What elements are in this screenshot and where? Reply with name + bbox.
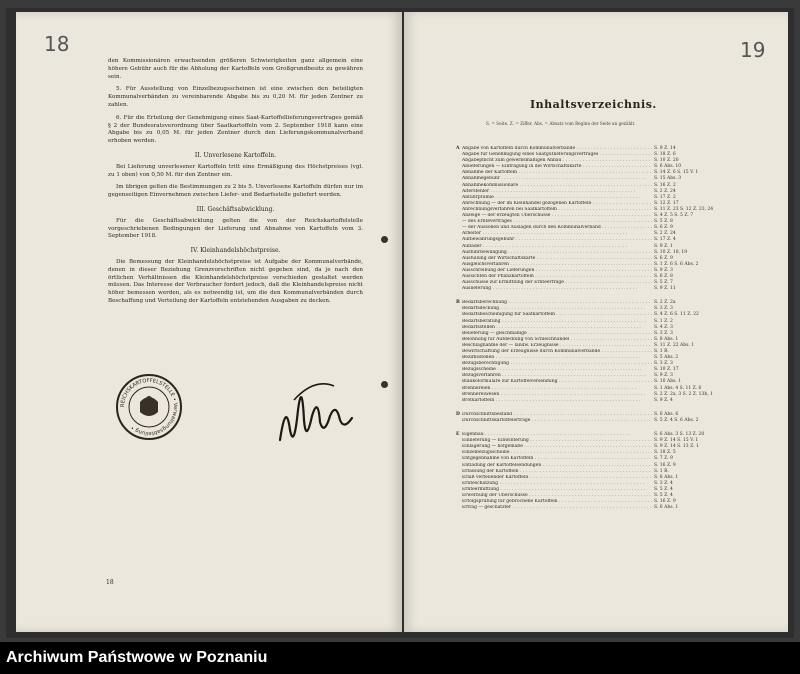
toc-entry-ref: S. 7 Z. 9 [654,456,673,462]
toc-entry-ref: S. 1 B. [654,468,669,474]
right-page [404,12,788,632]
toc-entry-text: Ernteermittlung . . . [462,487,652,492]
toc-entry-ref: S. 4 Z. 3 [654,324,673,330]
toc-entry-ref: S. 6 Abs. 3 S. 13 Z. 20 [654,432,705,438]
toc-entry-ref: S. 9 Z. 14 [654,146,676,151]
toc-entry-text: Ausgleichsverfahren . . . [462,262,652,267]
toc-entry-text: Anzeige — der erzeugten Überschüsse . . . [462,213,652,218]
toc-entry-text: Erlaß verteilender Kartoffeln . . . [462,475,652,480]
toc-entry-text: Abnahme der Kartoffeln . . . [462,170,652,175]
toc-entry-ref: S. 9 Z. 3 [654,267,673,273]
toc-entry-ref: S. 3 Z. 4 [654,480,673,486]
toc-entry-ref: S. 11 Z. 22 Abs. 1 [654,342,695,348]
toc-entry-ref: S. 6 Z. 8 [654,273,673,279]
toc-entry-ref: S. 5 Z. 7 [654,280,673,286]
toc-entry-text: Belohnung für Aufdeckung von Schleichhandel . . . [462,337,652,342]
toc-entry-ref: S. 9 Z. 11 [654,286,676,292]
paragraph: Bei Lieferung unverlesener Kartoffeln tritt eine Ermäßigung des Höchstpreises (vgl. zu 1 oben) von 0,50 M. für den Zentner ein. [108,163,363,178]
svg-text:REICHSKARTOFFELSTELLE • Verwal: REICHSKARTOFFELSTELLE • Verwaltungsabteilung • [119,377,179,437]
toc-entry-ref: S. 18 Z. 6 [654,152,676,158]
section-heading: II. Unverlesene Kartoffeln. [194,151,277,159]
toc-entry-text: Abnahmekommissionäre . . . [462,183,652,188]
toc-entry-text: Ausschreibung der Lieferungen . . . [462,268,652,273]
toc-entry-ref: S. 10 Z. 18, 19 [654,249,688,255]
toc-letter: A [456,146,460,151]
toc-entry-text: Arbeiter . . . [462,231,652,236]
toc-entry-ref: S. 9 Z. 4 [654,397,673,403]
section-heading: IV. Kleinhandelshöchstpreise. [190,247,281,255]
toc-entry-ref: S. 3 Z. 3 [654,361,673,367]
toc-entry-text: Anrechnung — der im Kleinhandel gezogenen Kartoffeln . . . [462,201,652,206]
toc-entry-ref: S. 6 Abs. 10 [654,164,682,170]
toc-entry-ref: S. 2 Z. 24 [654,231,676,237]
handwritten-page-number: 18 [44,32,70,56]
toc-entry-text: Bedarfsberechnung . . . [462,300,652,305]
toc-entry-text: Abgabepflicht zum gewerbsmäßigen Anbau . . . [462,158,652,163]
toc-entry-ref: S. 14 Z. 6 S. 15 V. 1 [654,170,699,176]
toc-entry-text: Ausfüllung der Wirtschaftskarte . . . [462,256,652,261]
toc-entry-text: Brotkartoffeln . . . [462,398,652,403]
paragraph: Für die Geschäftsabwicklung gelten die von der Reichskartoffelstelle vorgeschriebenen Bedingungen der Lieferung und Abnahme von Kartoffeln vom 3. September 1918. [108,217,363,240]
toc-entry-ref: S. 9 Z. 14 S. 15 V. 1 [654,438,699,444]
toc-entry-ref: S. 10 Z. 17 [654,367,679,373]
paragraph: Die Bemessung der Kleinhandelshöchstpreise ist Aufgabe der Kommunalverbände, denen in dieser Beziehung Grenzvorschriften nicht gegeben sind, da je nach den örtlichen Verhältnissen die Kleinhandelshöchstpreise verschieden gestaltet werden müssen. Das Interesse der Verbraucher fordert jedoch, daß die Kleinhandelspreise nicht höher bemessen werden, als es notwendig ist, um die den Kommunalverbänden durch Beschaffung und Verteilung der Kartoffeln entstehenden Ausgaben zu decken. [108,258,363,304]
toc-entry-text: Durchschnittsbestand . . . [462,412,652,417]
toc-title: Inhaltsverzeichnis. [530,98,657,111]
toc-entry-text: Bezugsberechtigung . . . [462,361,652,366]
toc-entry-text: Ausschüsse zur Ermittlung der Ernteerträge . . . [462,280,652,285]
printed-page-number: 18 [106,579,114,586]
toc-section-gap [456,424,748,432]
toc-entry-ref: S. 1 Z. 6 S. 6 Abs. 2 [654,261,699,267]
toc-entry-text: Durchschnittskartoffelerträge . . . [462,418,652,423]
toc-entry-ref: S. 4 Z. 6 S. 11 Z. 22 [654,312,699,318]
toc-entry-ref: S. 16 Z. 9 [654,499,676,505]
toc-entry-text: Einzelbezugsscheine . . . [462,450,652,455]
toc-entry-text: Brennereien . . . [462,386,652,391]
toc-entry-text: Auslieferung . . . [462,286,652,291]
paragraph: den Kommissionären erwachsenden größeren Schwierigkeiten ganz allgemein eine höhere Gebühr auch für die Abholung der Kartoffeln vom Großgrundbesitz zu gewähren sein. [108,58,363,80]
section-heading: III. Geschäftsabwicklung. [196,205,275,213]
toc-entry-ref: S. 6 Abs. 1 [654,505,679,511]
handwritten-page-number: 19 [740,38,766,62]
toc-entry-ref: S. 9 Z. 1 [654,243,673,249]
toc-entry-ref: S. 16 Z. 2 [654,182,676,188]
toc-entry-ref: S. 3 Z. 3 [654,306,673,312]
toc-entry-ref: S. 6 Z. 9 [654,255,673,261]
toc-section-gap [456,404,748,412]
toc-entry-text: Altersfehler . . . [462,189,652,194]
binding-hole [381,236,388,243]
toc-entry-text: Bezugsverfahren . . . [462,373,652,378]
toc-entry-text: Erwerbung der Überschüsse . . . [462,493,652,498]
toc-entry-ref: S. 1 B. [654,349,669,354]
toc-entry-text: Aussichten der Pflanzkartoffeln . . . [462,274,652,279]
toc-entry [456,418,748,424]
toc-entry [456,286,748,292]
toc-entry-text: Ertrag — geschätzter . . . [462,505,652,510]
toc-letter: B [456,300,460,306]
toc-entry-text: Bewirtschaftung der Erzeugnisse durch Kommunalverbände . . . [462,349,652,354]
toc-entry-ref: S. 4 Z. 5 S. 5 Z. 7 [654,213,694,219]
toc-entry-ref: S. 5 Z. 4 [654,492,673,498]
toc-entry-text: Entladung der Kartoffelsendungen . . . [462,463,652,468]
toc-section-gap [456,292,748,300]
toc-entry [456,505,748,511]
archive-name: Archiwum Państwowe w Poznaniu [6,649,268,666]
toc-entry-text: Abnahmegebühr . . . [462,176,652,181]
toc-entry-text: Ernteschätzung . . . [462,481,652,486]
toc-entry-text: — der Aussonen und Auslagen durch den Kommunalverband . . . [462,225,652,230]
toc-entry-text: Brennereiwesen . . . [462,392,652,397]
toc-entry-ref: S. 6 Abs. 6 [654,411,679,417]
toc-entry-text: Bedarfsberatung . . . [462,319,652,324]
toc-entry-text: Auflader . . . [462,244,652,249]
book-spread [6,8,794,638]
toc-entry-text: Einlieferung — Einwinterung . . . [462,438,652,443]
toc-entry-text: Bedarfsdeckung . . . [462,306,652,311]
toc-entry-text: Belieferung — gleichmäßige . . . [462,331,652,336]
toc-entry-text: Eigenbau . . . [462,432,652,437]
toc-entry-ref: S. 10 Abs. 1 [654,379,682,385]
toc-entry-text: Abgabe von Kartoffeln durch Kommunalverbände . . . [462,146,652,151]
archive-footer [0,642,800,674]
toc-entry-text: Ablieferungen — Eintragung in die Wirtschaftskarte . . . [462,164,652,169]
toc-entry-ref: S. 1 Abs. 4 S. 11 Z. 6 [654,385,702,391]
toc-entry-text: Bedarfsbescheinigung für Saatkartoffeln . . . [462,312,652,317]
left-page [16,12,402,632]
toc-entry-text: Beschlagnahme der — landw. Erzeugnisse . . . [462,343,652,348]
toc-entry [456,398,748,404]
toc-entry-text: Einlagerung — hofgemäße . . . [462,444,652,449]
toc-entry-ref: S. 5 Z. 4 [654,486,673,492]
toc-letter: D [456,411,460,417]
toc-entry-ref: S. 17 Z. 2 [654,194,676,200]
toc-entry-ref: S. 2 Z. 24 [654,188,676,194]
toc-entry-text: Abgabe für Genehmigung eines Saatgutlieferungsvertrages . . . [462,152,652,157]
toc-entry-ref: S. 18 Z. 5 [654,450,676,456]
toc-entry-text: — des Erntevertrages . . . [462,219,652,224]
toc-entry-text: Ausfuhrbewilligung . . . [462,250,652,255]
toc-entry-ref: S. 5 Z. 8 [654,219,673,225]
toc-entry-ref: S. 11 Z. 23 S. 12 Z. 23, 24 [654,206,714,212]
toc-entry-text: Anrechnungsverfahren bei Saatkartoffeln . . . [462,207,652,212]
toc-entry-text: Bezugsscheine . . . [462,367,652,372]
paragraph: 6. Für die Erteilung der Genehmigung eines Saat-Kartoffellieferungsvertrages gemäß § 2 der Bundesratsverordnung über Saatkartoffeln vom 2. September 1918 kann eine Abgabe bis zu 0,05 M. für jeden Zentner durch den Lieferungskommunalverband erhoben werden. [108,114,363,145]
toc-entry-text: Erfassung der Kartoffeln . . . [462,469,652,474]
toc-entry-ref: S. 10 Z. 20 [654,158,679,164]
toc-legend: S. = Seite, Z. = Ziffer, Abs. = Absatz vom Beginn der Seite an gezählt. [486,121,636,126]
toc-entry-ref: S. 8 Abs. 1 [654,336,679,342]
toc-entry-text: Bezirksstellen . . . [462,355,652,360]
toc-entry-ref: S. 2 Z. 2a, 3 S. 2 Z. 13b, 1 [654,391,714,397]
paragraph: Im übrigen gelten die Bestimmungen zu 2 bis 5. Unverlesene Kartoffeln dürfen nur im gegenseitigen Einvernehmen zwischen Liefer- und Bedarfsstelle geliefert werden. [108,184,363,199]
toc-entry-ref: S. 16 Z. 9 [654,462,676,468]
toc-entry-ref: S. 5 Abs. 2 [654,355,679,361]
toc-entry-ref: S. 12 Z. 17 [654,200,679,206]
handwritten-signature [274,370,364,460]
binding-hole [381,381,388,388]
toc-entry-text: Bedarfsstellen . . . [462,325,652,330]
toc-entry-ref: S. 17 Z. 4 [654,237,676,243]
toc-entry-ref: S. 9 Z. 3 [654,373,673,379]
toc-entry-ref: S. 8 Abs. 1 [654,474,679,480]
toc-entry-text: Blankoformulare zur Kartoffelversendung . . . [462,379,652,384]
toc-entry-ref: S. 2 Z. 2a [654,300,676,306]
toc-entry-text: Anfuhrprämie . . . [462,195,652,200]
toc-entry-ref: S. 6 Z. 9 [654,225,673,231]
toc-entry-ref: S. 15 Abs. 3 [654,176,682,182]
toc-entry-text: Aufbewahrungsgebühr . . . [462,237,652,242]
toc-entry-text: Entgegennahme von Kartoffeln . . . [462,456,652,461]
toc-entry-ref: S. 1 Z. 2 [654,318,673,324]
toc-entry-ref: S. 3 Z. 3 [654,330,673,336]
toc-entry-ref: S. 5 Z. 4 S. 6 Abs. 2 [654,417,699,423]
toc-entry-text: Erfolgsprüfung für gebrochene Kartoffeln . . . [462,499,652,504]
left-page-body [108,58,363,311]
official-seal-stamp [114,372,184,442]
toc-letter: E [456,432,460,438]
toc-entry-ref: S. 9 Z. 14 S. 13 Z. 1 [654,444,699,450]
paragraph: 5. Für Ausstellung von Einzelbezugsscheinen ist eine zwischen den beteiligten Kommunalverbänden zu vereinbarende Abgabe bis zu 0,20 M. für jeden Zentner zu zahlen. [108,86,363,108]
table-of-contents [456,146,748,511]
